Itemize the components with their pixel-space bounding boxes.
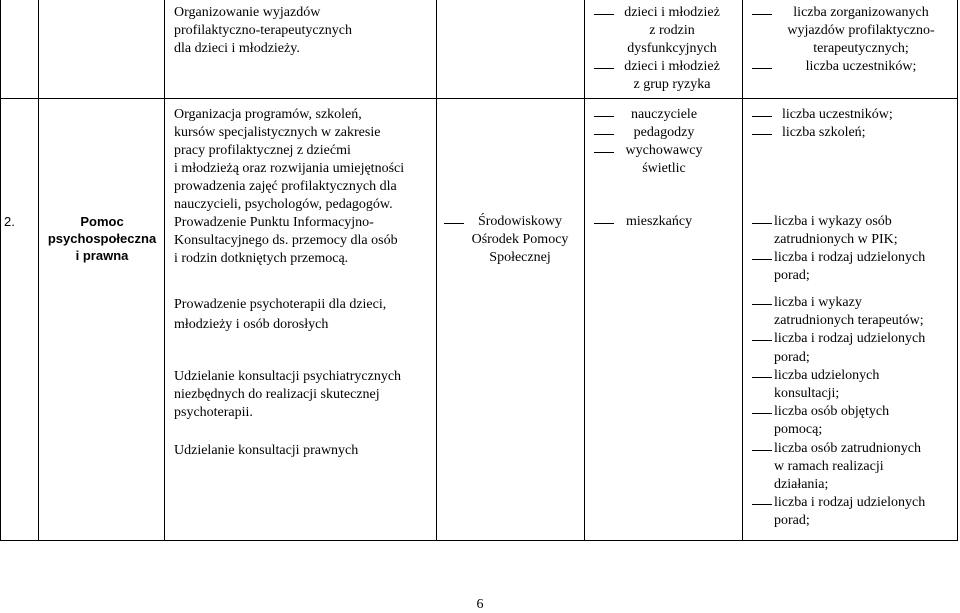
dash-bullet bbox=[752, 377, 772, 378]
recipients-residents: mieszkańcy bbox=[626, 214, 693, 229]
dash-bullet bbox=[752, 304, 772, 305]
dash-bullet bbox=[752, 223, 772, 224]
table-col-divider bbox=[742, 0, 743, 540]
dash-bullet bbox=[752, 116, 772, 117]
table-col-divider bbox=[584, 0, 585, 540]
task-legal-consultation: Udzielanie konsultacji prawnych bbox=[174, 443, 359, 458]
dash-bullet bbox=[594, 152, 614, 153]
indicators-trips: liczba zorganizowanych wyjazdów profilaktyczno- terapeutycznych; liczba uczestników; bbox=[787, 5, 935, 74]
dash-bullet bbox=[752, 450, 772, 451]
dash-bullet bbox=[752, 413, 772, 414]
table-border-right bbox=[957, 0, 958, 540]
dash-bullet bbox=[594, 68, 614, 69]
page-number: 6 bbox=[476, 597, 484, 612]
table-col-divider bbox=[38, 0, 39, 540]
dash-bullet bbox=[752, 340, 772, 341]
task-training: Organizacja programów, szkoleń, kursów specjalistycznych w zakresie pracy profilaktycznej z dziećmi i młodzieżą oraz rozwijania umiejętności prowadzenia zajęć profilaktycznych dla nauczycieli, psychologów, pedagogów. bbox=[174, 107, 405, 212]
executor: Środowiskowy Ośrodek Pomocy Społecznej bbox=[471, 214, 569, 265]
indicators-consultation-point: liczba i wykazy osób zatrudnionych w PIK; liczba i rodzaj udzielonych porad; bbox=[774, 214, 926, 283]
table-border-left bbox=[0, 0, 1, 540]
task-trips: Organizowanie wyjazdów profilaktyczno-terapeutycznych dla dzieci i młodzieży. bbox=[174, 5, 353, 56]
task-psychotherapy: Prowadzenie psychoterapii dla dzieci, młodzieży i osób dorosłych bbox=[174, 297, 387, 332]
row-number: 2. bbox=[4, 214, 15, 229]
recipients-trips: dzieci i młodzież z rodzin dysfunkcyjnych dzieci i młodzież z grup ryzyka bbox=[624, 5, 720, 92]
indicators-training: liczba uczestników; liczba szkoleń; bbox=[782, 107, 893, 140]
dash-bullet bbox=[594, 223, 614, 224]
table-col-divider bbox=[164, 0, 165, 540]
area-name: Pomoc psychospołeczna i prawna bbox=[47, 214, 157, 263]
table-col-divider bbox=[436, 0, 437, 540]
recipients-training: nauczyciele pedagodzy wychowawcy świetlic bbox=[625, 107, 703, 176]
dash-bullet bbox=[594, 134, 614, 135]
dash-bullet bbox=[752, 504, 772, 505]
task-psychiatric-consultation: Udzielanie konsultacji psychiatrycznych niezbędnych do realizacji skutecznej psychoterapii. bbox=[174, 369, 402, 420]
dash-bullet bbox=[752, 134, 772, 135]
dash-bullet bbox=[594, 14, 614, 15]
indicators-other-tasks: liczba i wykazy zatrudnionych terapeutów; liczba i rodzaj udzielonych porad; liczba udzielonych konsultacji; liczba osób objętych pomocą; liczba osób zatrudnionych w ramach realizacji działania; liczba i rodzaj udzielonych porad; bbox=[774, 295, 926, 529]
task-consultation-point: Prowadzenie Punktu Informacyjno- Konsultacyjnego ds. przemocy dla osób i rodzin dotkniętych przemocą. bbox=[174, 215, 398, 266]
dash-bullet bbox=[752, 259, 772, 260]
table-row-divider bbox=[0, 98, 958, 99]
table-border-bottom bbox=[0, 540, 958, 541]
dash-bullet bbox=[594, 116, 614, 117]
